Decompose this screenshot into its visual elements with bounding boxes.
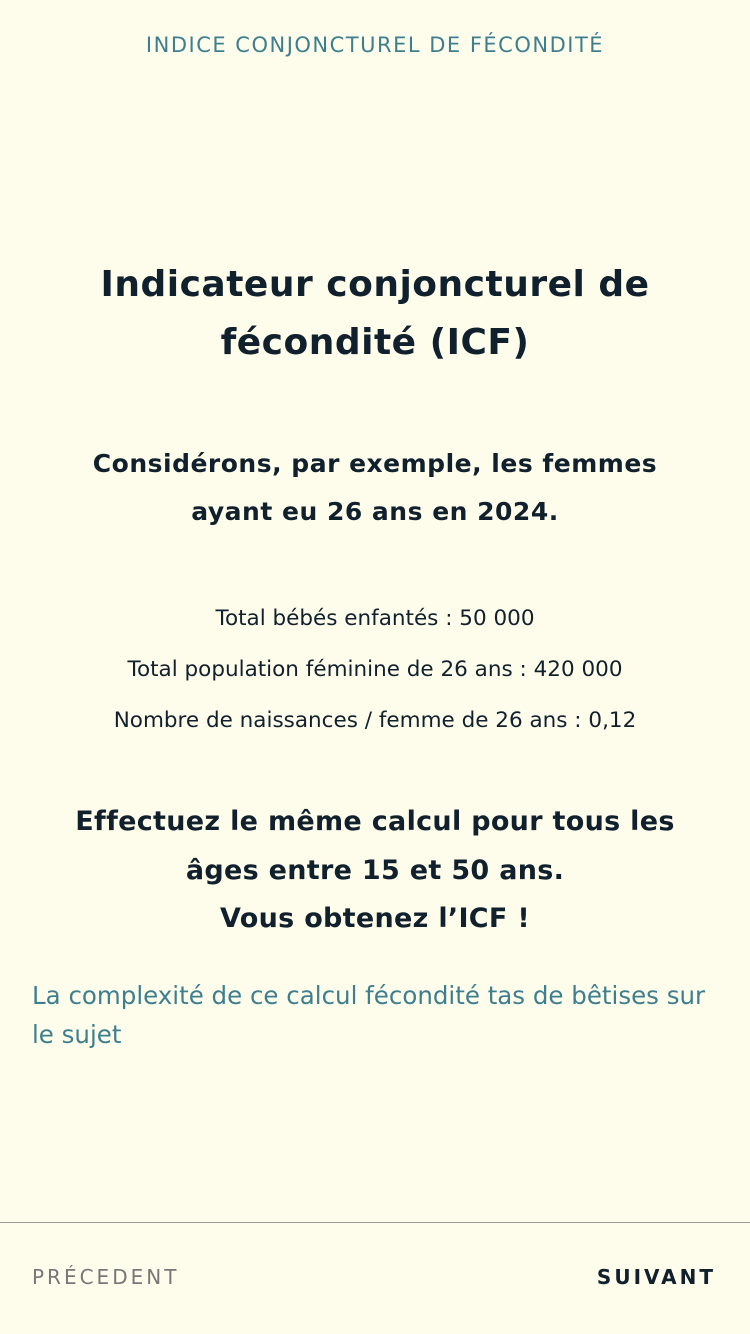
conclusion-line: Effectuez le même calcul pour tous les <box>75 806 675 837</box>
conclusion-line: âges entre 15 et 50 ans. <box>185 854 565 886</box>
intro-text: Considérons, par exemple, les femmes ayant eu 26 ans en 2024. <box>92 449 658 526</box>
next-button[interactable]: SUIVANT <box>596 1265 716 1289</box>
page-header-title: INDICE CONJONCTUREL DE FÉCONDITÉ <box>145 33 605 57</box>
stat-total-births: Total bébés enfantés : 50 000 <box>215 606 535 631</box>
previous-button[interactable]: PRÉCEDENT <box>32 1265 180 1289</box>
slide-title: Indicateur conjoncturel de fécondité (ICF) <box>100 264 650 363</box>
stat-female-population: Total population féminine de 26 ans : 420 000 <box>127 657 623 682</box>
stat-births-per-woman: Nombre de naissances / femme de 26 ans : 0,12 <box>113 708 637 733</box>
complexity-info-link[interactable]: La complexité de ce calcul fécondité tas de bêtises sur le sujet <box>32 981 706 1049</box>
conclusion-text <box>40 798 710 944</box>
stats-list <box>20 593 730 746</box>
conclusion-line: Vous obtenez l’ICF ! <box>220 903 530 934</box>
footer-divider <box>0 1222 750 1223</box>
